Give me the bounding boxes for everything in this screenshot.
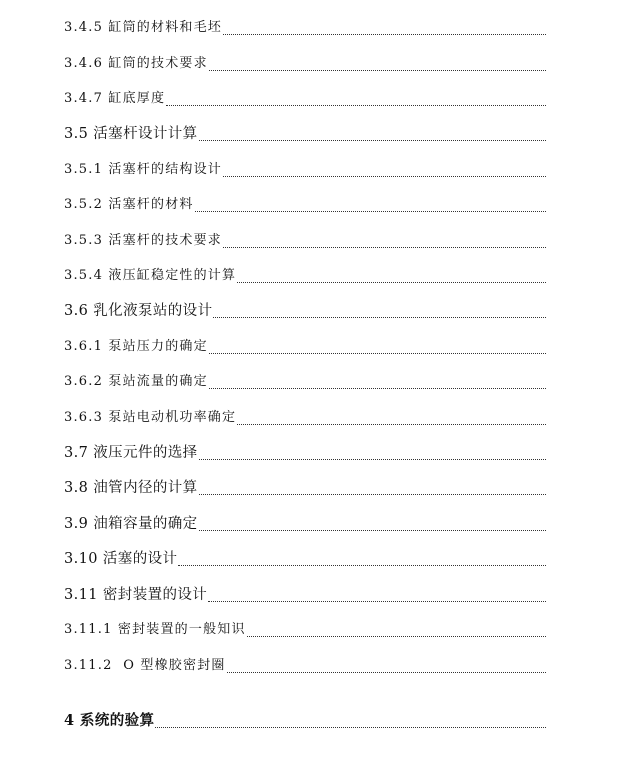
toc-entry-3-9[interactable] [64,510,546,534]
toc-entry-3-6[interactable] [64,297,546,321]
dot-leader [213,314,546,318]
toc-entry-label: 3.5.3 活塞杆的技术要求 [64,233,223,248]
toc-entry-label: 3.10 活塞的设计 [64,551,178,567]
toc-entry-3-11-1[interactable] [64,616,546,640]
toc-entry-label: 3.6.3 泵站电动机功率确定 [64,410,237,425]
toc-entry-label: 3.9 油箱容量的确定 [64,516,198,532]
toc-entry-3-5-1[interactable] [64,156,546,180]
toc-entry-label: 3.8 油管内径的计算 [64,480,198,496]
dot-leader [223,173,546,177]
toc-entry-label: 3.4.6 缸筒的技术要求 [64,56,208,71]
dot-leader [199,527,546,531]
toc-entry-label: 3.5.4 液压缸稳定性的计算 [64,268,237,283]
toc-entry-label: 3.4.7 缸底厚度 [64,91,166,106]
dot-leader [199,456,546,460]
toc-entry-3-5-3[interactable] [64,227,546,251]
toc-entry-label: 3.5 活塞杆设计计算 [64,126,198,142]
toc-entry-label: 3.7 液压元件的选择 [64,445,198,461]
dot-leader [178,562,546,566]
toc-entry-3-11-2[interactable] [64,652,546,676]
toc-entry-label: 3.6 乳化液泵站的设计 [64,303,213,319]
toc-entry-3-8[interactable] [64,474,546,498]
toc-entry-3-10[interactable] [64,545,546,569]
dot-leader [208,598,546,602]
toc-entry-3-4-7[interactable] [64,85,546,109]
toc-entry-label: 4 系统的验算 [64,712,155,729]
dot-leader [223,244,546,248]
dot-leader [195,208,546,212]
dot-leader [247,633,546,637]
toc-entry-3-4-5[interactable] [64,14,546,38]
dot-leader [209,350,546,354]
toc-entry-label: 3.5.2 活塞杆的材料 [64,197,194,212]
dot-leader [209,385,546,389]
toc-entry-label: 3.6.1 泵站压力的确定 [64,339,208,354]
toc-entry-3-6-1[interactable] [64,333,546,357]
toc-entry-label: 3.4.5 缸筒的材料和毛坯 [64,20,223,35]
toc-entry-3-5-2[interactable] [64,191,546,215]
toc-entry-3-5[interactable] [64,120,546,144]
toc-entry-label: 3.11.2 O 型橡胶密封圈 [64,658,226,673]
dot-leader [227,669,546,673]
dot-leader [237,421,546,425]
toc-entry-label: 3.11 密封装置的设计 [64,587,208,603]
dot-leader [155,724,546,728]
toc-entry-label: 3.5.1 活塞杆的结构设计 [64,162,223,177]
dot-leader [166,102,546,106]
toc-entry-3-6-2[interactable] [64,368,546,392]
toc-entry-3-11[interactable] [64,581,546,605]
toc-entry-4[interactable] [64,707,546,731]
toc-entry-3-6-3[interactable] [64,404,546,428]
dot-leader [237,279,546,283]
toc-entry-label: 3.6.2 泵站流量的确定 [64,374,208,389]
dot-leader [199,491,546,495]
dot-leader [199,137,546,141]
toc-entry-3-4-6[interactable] [64,50,546,74]
dot-leader [209,67,546,71]
toc-entry-3-7[interactable] [64,439,546,463]
dot-leader [223,31,546,35]
toc-entry-label: 3.11.1 密封装置的一般知识 [64,622,246,637]
toc-entry-3-5-4[interactable] [64,262,546,286]
